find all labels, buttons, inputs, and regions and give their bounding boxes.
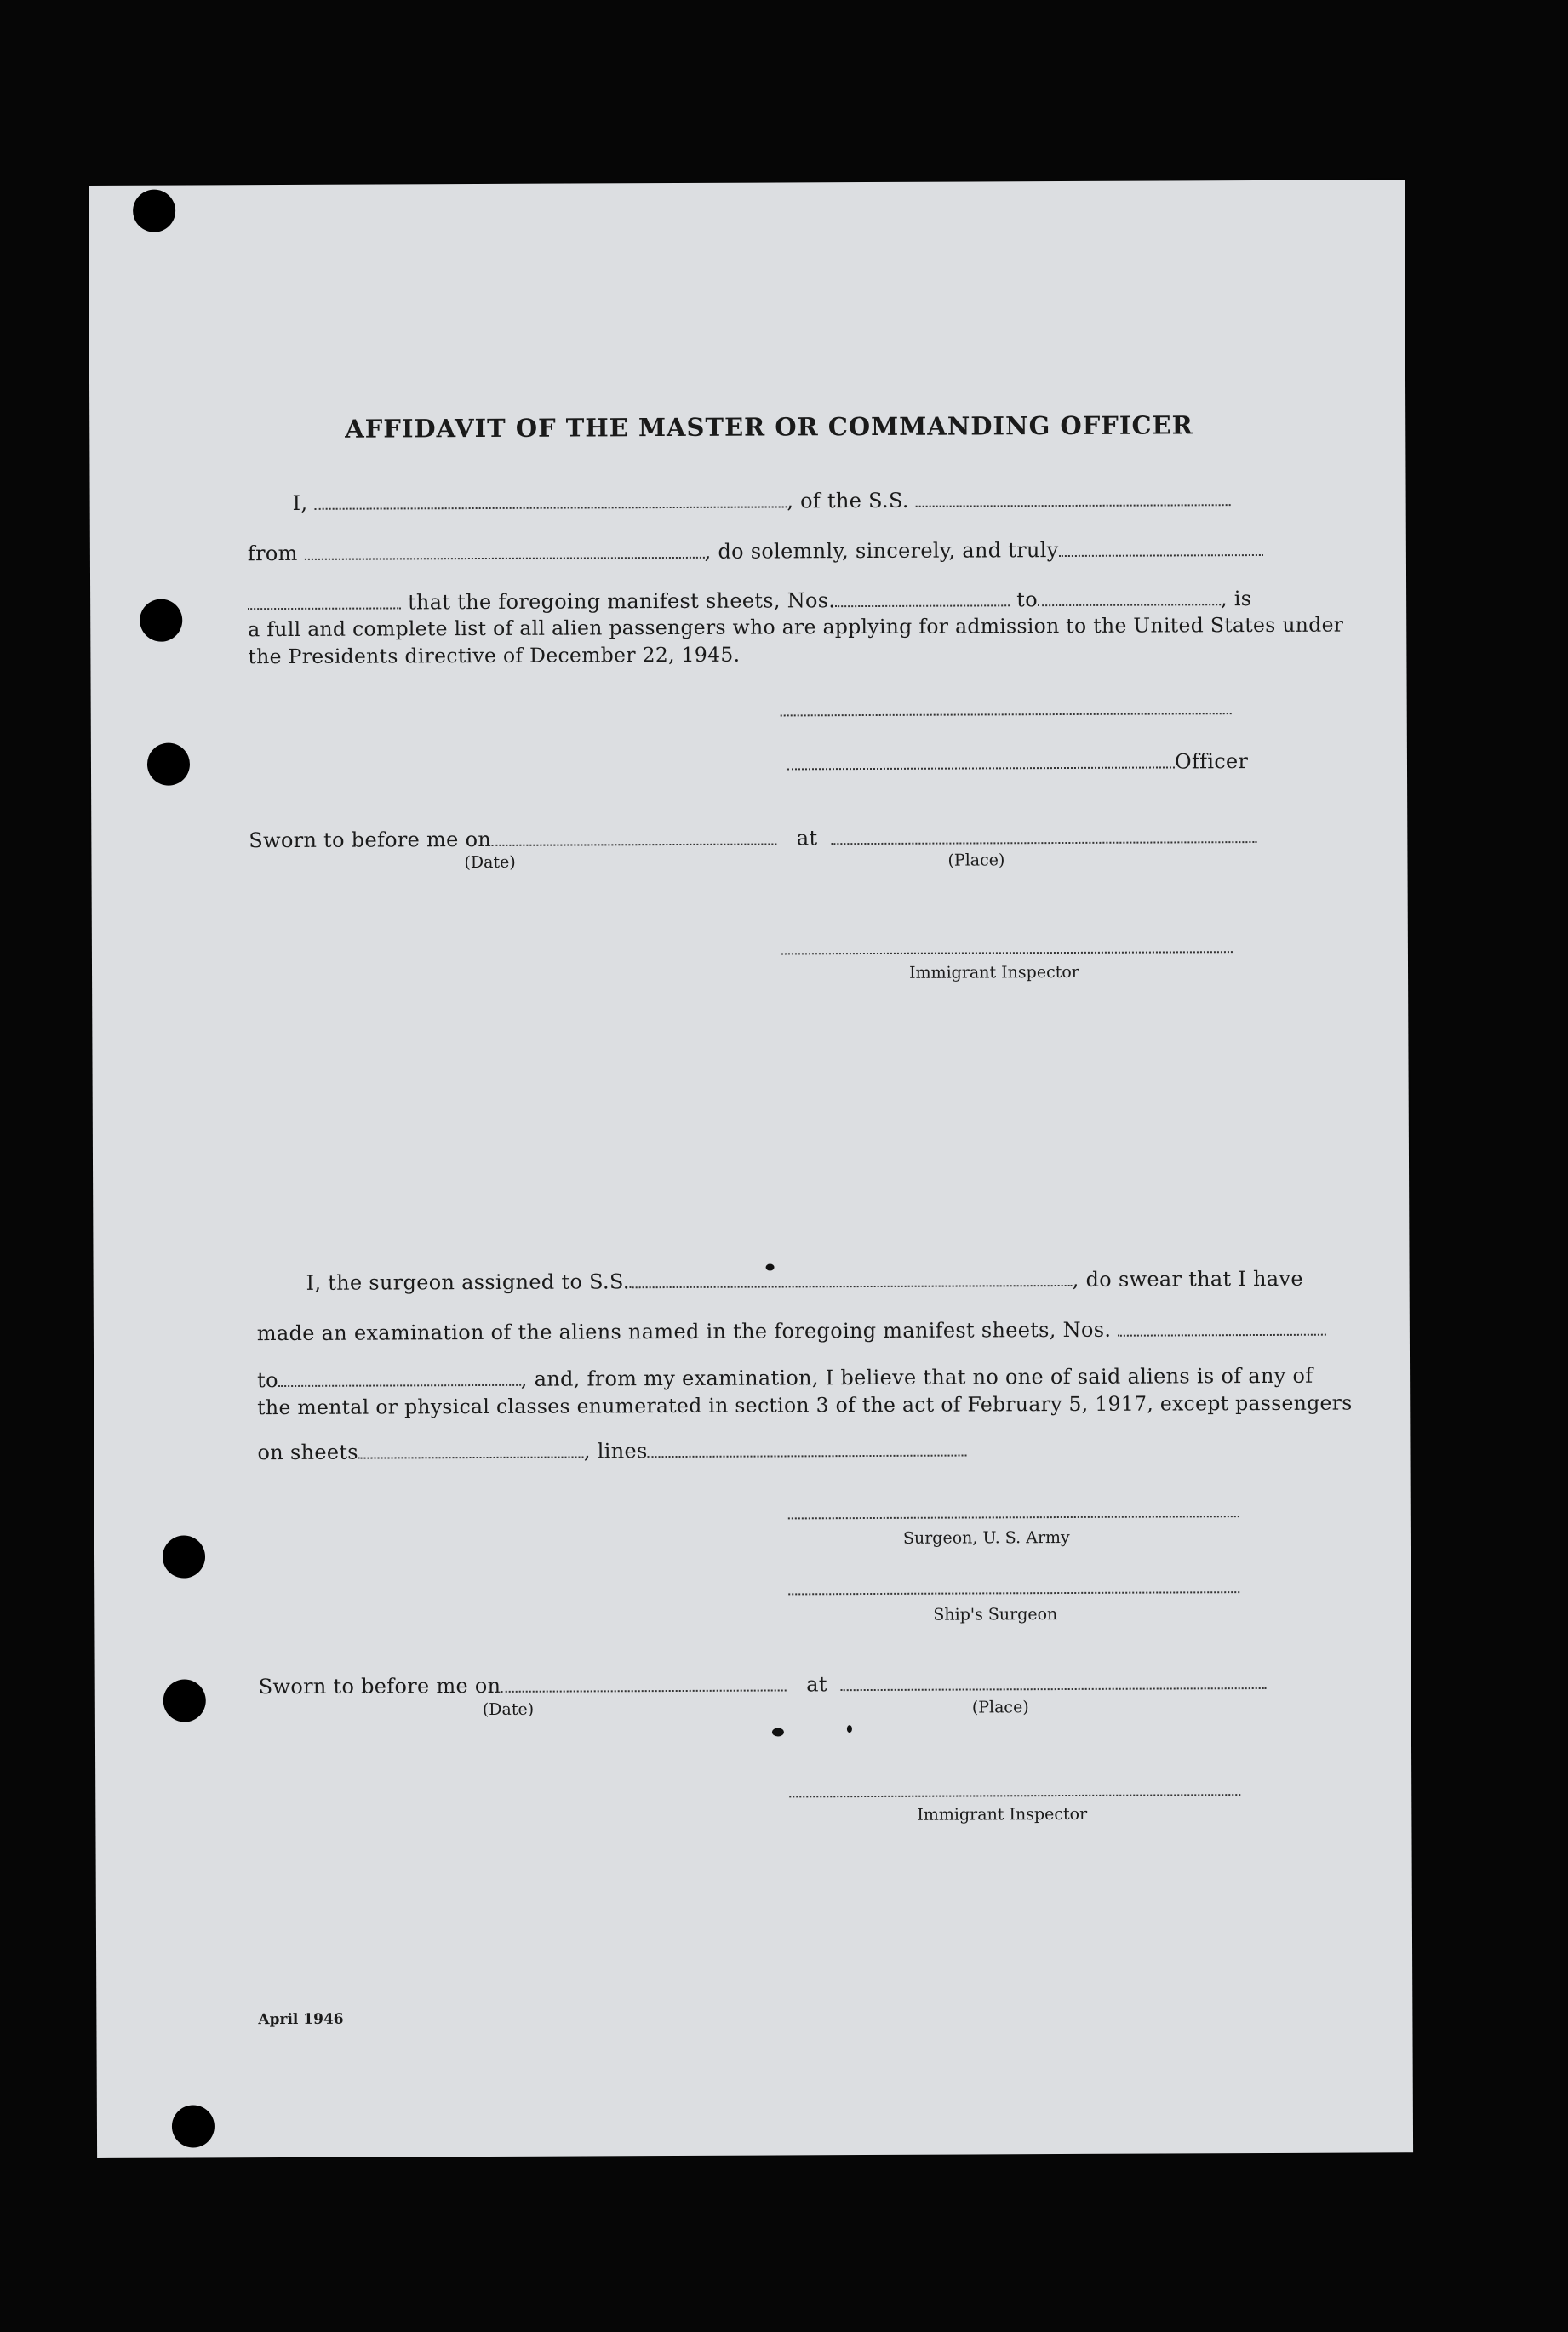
surgeon-line-5: on sheets , lines [257, 1438, 966, 1465]
ink-speck [772, 1728, 784, 1736]
punch-hole [163, 1679, 206, 1722]
master-line-5: the Presidents directive of December 22, 1945. [248, 642, 741, 669]
surgeon-sworn-line: Sworn to before me on at [259, 1670, 1267, 1699]
punch-hole [140, 599, 182, 642]
master-line-3: that the foregoing manifest sheets, Nos. to , is [248, 587, 1251, 615]
form-date: April 1946 [258, 2010, 344, 2029]
punch-hole [163, 1535, 205, 1578]
master-line-1: I, , of the S.S. [293, 487, 1231, 515]
inspector-caption: Immigrant Inspector [917, 1804, 1088, 1825]
surgeon-line-2: made an examination of the aliens named in the foregoing manifest sheets, Nos. [257, 1317, 1326, 1345]
master-line-4: a full and complete list of all alien passengers who are applying for admission to the United States under [248, 612, 1344, 642]
punch-hole [147, 742, 190, 785]
army-surgeon-caption: Surgeon, U. S. Army [902, 1527, 1070, 1548]
signature-line [788, 1516, 1239, 1519]
master-line-2: from , do solemnly, sincerely, and truly [248, 537, 1263, 565]
signature-line [781, 713, 1232, 716]
surgeon-line-3: to , and, from my examination, I believe that no one of said aliens is of any of [257, 1363, 1313, 1393]
page-title: AFFIDAVIT OF THE MASTER OR COMMANDING OFFICER [345, 410, 1193, 444]
signature-line [788, 1591, 1239, 1595]
signature-line [781, 951, 1233, 954]
ship-surgeon-caption: Ship's Surgeon [933, 1605, 1058, 1624]
surgeon-line-4: the mental or physical classes enumerated in section 3 of the act of February 5, 1917, except passengers [257, 1390, 1353, 1420]
date-caption: (Date) [482, 1699, 535, 1719]
master-sworn-line: Sworn to before me on at [249, 824, 1256, 852]
affidavit-page [89, 180, 1413, 2158]
signature-line [789, 1794, 1240, 1797]
surgeon-line-1: I, the surgeon assigned to S.S. , do swear that I have [306, 1266, 1303, 1295]
place-caption: (Place) [971, 1698, 1029, 1717]
ink-speck [847, 1725, 852, 1733]
place-caption: (Place) [947, 851, 1005, 870]
punch-hole [172, 2105, 215, 2147]
date-caption: (Date) [464, 852, 516, 873]
inspector-caption: Immigrant Inspector [908, 962, 1079, 983]
ink-speck [766, 1263, 775, 1270]
punch-hole [133, 190, 175, 232]
officer-line [787, 749, 1248, 775]
officer-label: Officer [1174, 749, 1249, 774]
